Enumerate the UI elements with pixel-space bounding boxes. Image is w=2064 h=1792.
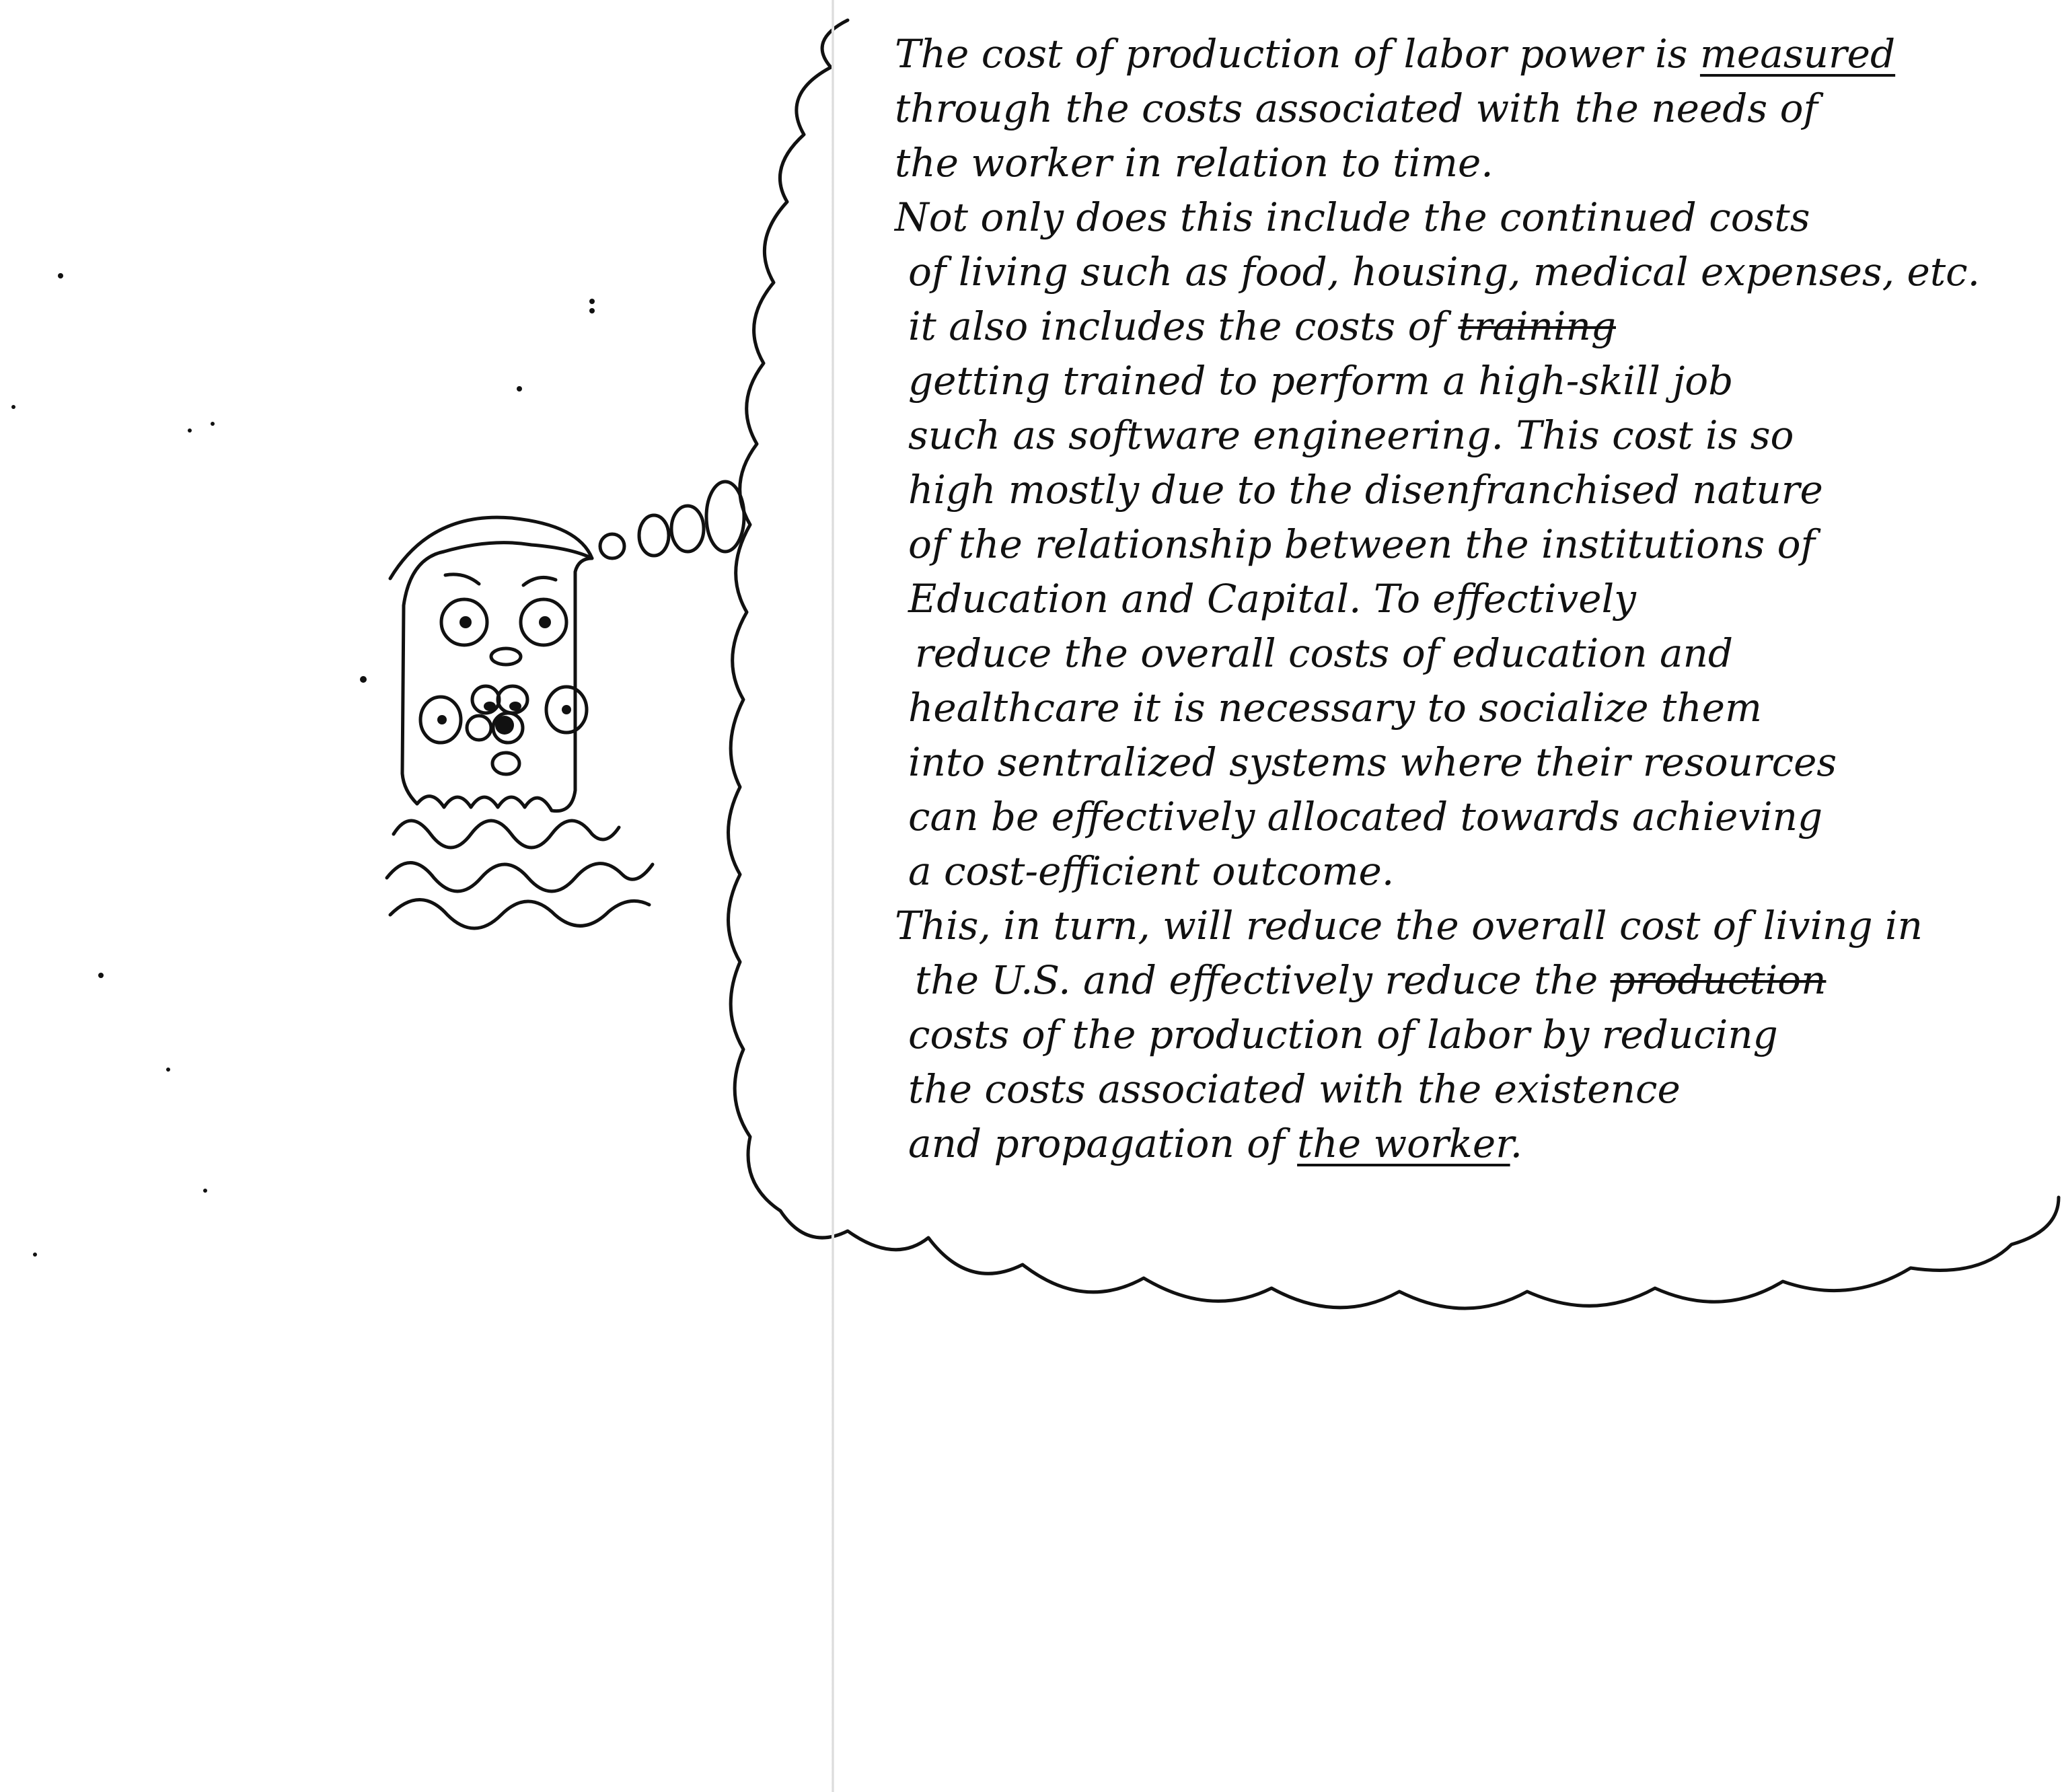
- speck: [211, 422, 215, 426]
- note-line: of living such as food, housing, medical expenses, etc.: [908, 249, 1981, 295]
- note-line: the worker in relation to time.: [895, 140, 1494, 186]
- note-line: of the relationship between the institutions of: [908, 521, 1815, 567]
- wave-line-1: [394, 821, 619, 848]
- speck: [517, 386, 522, 391]
- struck-word: training: [1458, 303, 1616, 349]
- page-fold: [832, 0, 834, 1792]
- speck: [188, 428, 192, 433]
- speck: [360, 676, 367, 683]
- left-pupil: [459, 616, 472, 628]
- speck: [166, 1068, 170, 1072]
- note-line: Education and Capital. To effectively: [908, 576, 1636, 622]
- note-line: the costs associated with the existence: [908, 1066, 1681, 1112]
- speck: [11, 405, 15, 409]
- struck-word: production: [1610, 957, 1827, 1003]
- speck: [58, 273, 63, 278]
- note-line: Not only does this include the continued costs: [895, 194, 1810, 240]
- wave-line-3: [390, 900, 649, 929]
- mouth-dark-spot-2: [484, 702, 496, 711]
- speck: [33, 1253, 37, 1257]
- note-line: it also includes the costs of training: [908, 303, 1616, 349]
- speck: [98, 973, 104, 978]
- wave-line-2: [387, 863, 653, 892]
- note-line: can be effectively allocated towards achieving: [908, 794, 1823, 839]
- creature-nose: [491, 648, 521, 665]
- note-line: such as software engineering. This cost is so: [908, 412, 1794, 458]
- speck: [203, 1189, 207, 1193]
- note-line: a cost-efficient outcome.: [908, 848, 1395, 894]
- note-line: healthcare it is necessary to socialize them: [908, 685, 1762, 731]
- creature-chin: [492, 753, 519, 774]
- thought-dot-large: [706, 482, 744, 552]
- thought-dot-small: [600, 534, 624, 558]
- mouth-blob-3: [467, 716, 491, 740]
- note-line: This, in turn, will reduce the overall cost of living in: [895, 903, 1923, 948]
- thought-dot-medium-2: [671, 506, 704, 552]
- note-line: high mostly due to the disenfranchised nature: [908, 467, 1823, 513]
- handwritten-note: [895, 27, 2064, 1171]
- right-cheek-dot: [562, 705, 571, 714]
- right-pupil: [539, 616, 551, 628]
- mouth-dark-spot-3: [509, 702, 521, 711]
- left-eyebrow: [445, 574, 479, 584]
- underlined-phrase: the worker: [1297, 1121, 1510, 1166]
- left-cheek-dot: [437, 715, 447, 724]
- note-line: through the costs associated with the needs of: [895, 85, 1818, 131]
- thought-dot-medium: [639, 515, 669, 556]
- right-eyebrow: [523, 577, 556, 585]
- note-line: into sentralized systems where their resources: [908, 739, 1837, 785]
- underlined-word: measured: [1699, 31, 1896, 77]
- mouth-dark-spot: [495, 716, 514, 735]
- note-line: reduce the overall costs of education and: [915, 630, 1734, 676]
- note-line: the U.S. and effectively reduce the production: [915, 957, 1827, 1003]
- note-line: costs of the production of labor by reducing: [908, 1012, 1778, 1057]
- speck: [589, 308, 595, 313]
- note-line: and propagation of the worker.: [908, 1121, 1523, 1166]
- note-line: getting trained to perform a high-skill job: [908, 358, 1734, 404]
- speck: [589, 299, 595, 304]
- note-line: The cost of production of labor power is measured: [895, 31, 1896, 77]
